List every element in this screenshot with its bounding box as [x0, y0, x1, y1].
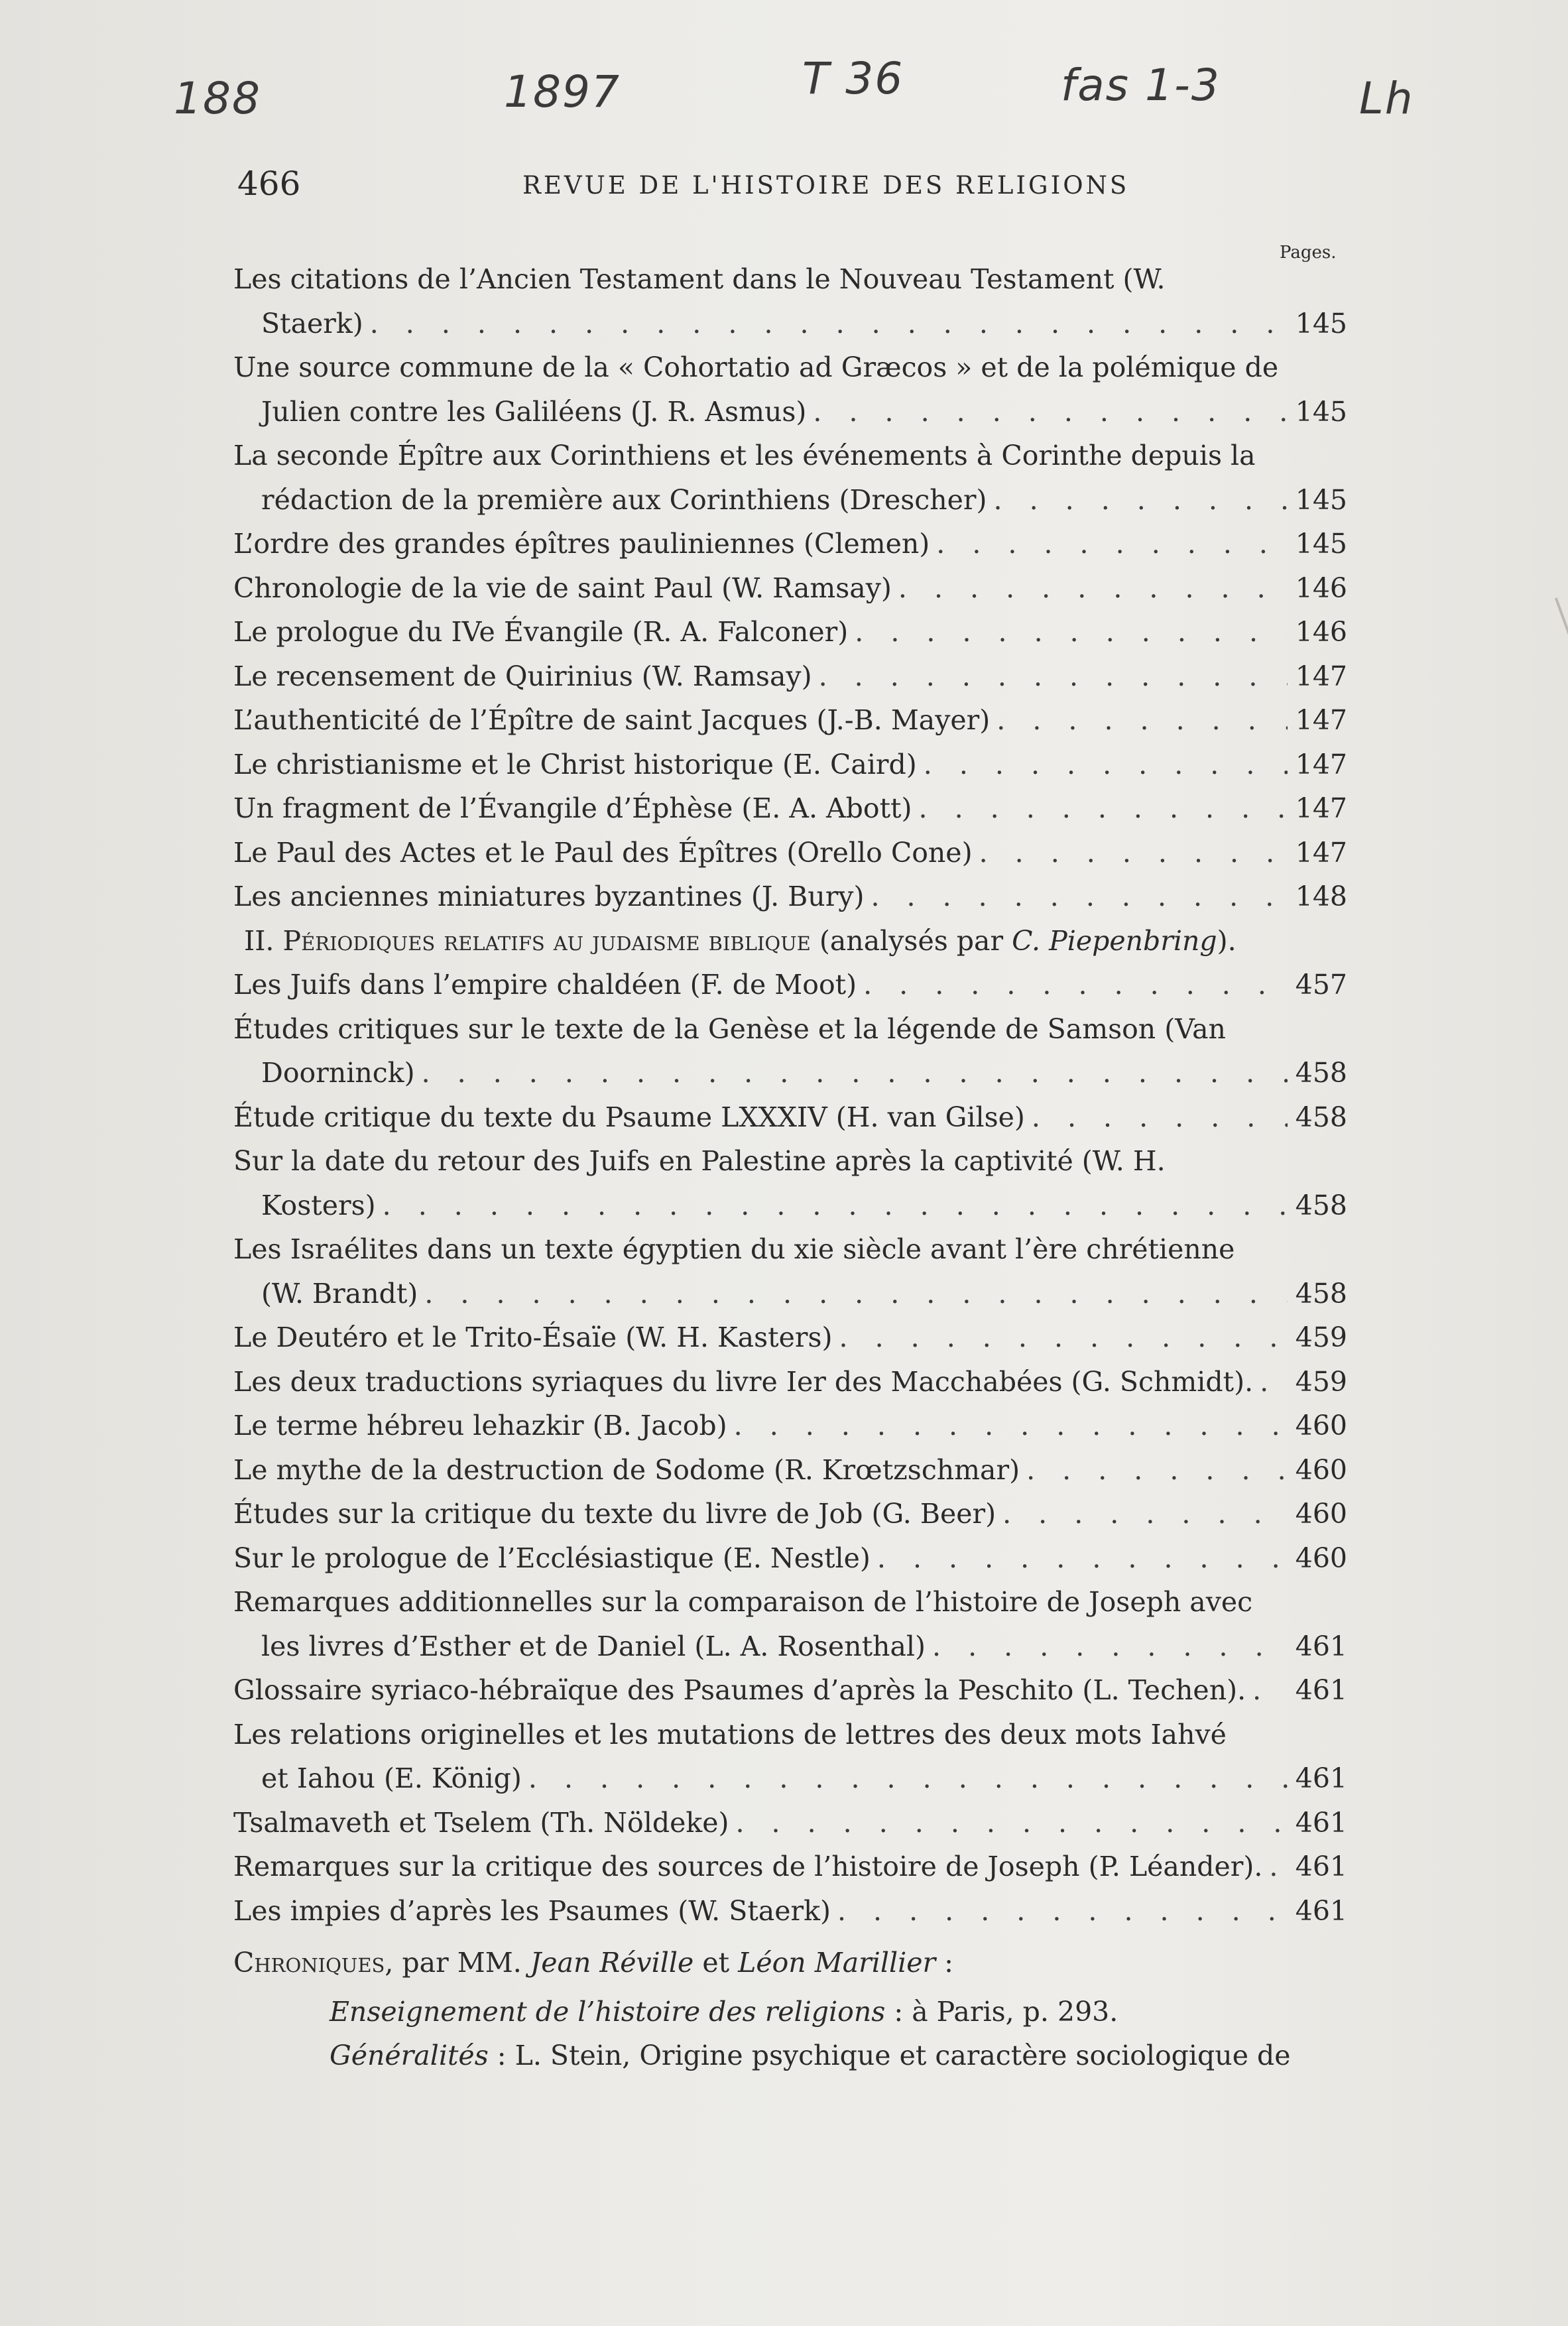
leader-dots [979, 831, 1288, 875]
toc-entry-title: Remarques sur la critique des sources de l’histoire de Joseph (P. Léander). [233, 1851, 1263, 1882]
toc-entry [233, 1007, 1347, 1095]
toc-entry-title: Le prologue du IVe Évangile (R. A. Falconer) [233, 616, 849, 648]
toc-entry-page: 148 [1295, 881, 1347, 912]
chroniques-sub1 [233, 1987, 1347, 2036]
toc-entry-line [233, 1007, 1347, 1052]
chroniques-sub2 [233, 2036, 1347, 2075]
table-of-contents [233, 257, 1347, 2075]
toc-entry-title: Chronologie de la vie de saint Paul (W. Ramsay) [233, 572, 892, 604]
toc-entry-title: Sur la date du retour des Juifs en Palestine après la captivité (W. H. [233, 1145, 1166, 1177]
toc-entry-line [233, 566, 1347, 611]
toc-entry-page: 460 [1295, 1410, 1347, 1441]
toc-entry-title: Les Juifs dans l’empire chaldéen (F. de Moot) [233, 969, 857, 1001]
toc-entry-line [233, 963, 1347, 1007]
toc-entry-title: Le recensement de Quirinius (W. Ramsay) [233, 660, 812, 692]
toc-entry-title: Glossaire syriaco-hébraïque des Psaumes d’après la Peschito (L. Techen). [233, 1674, 1246, 1706]
toc-entry-line [233, 698, 1347, 743]
toc-entry-line [233, 654, 1347, 699]
leader-dots [994, 478, 1288, 522]
toc-entry [233, 345, 1347, 434]
toc-entry-title: Le Deutéro et le Trito-Ésaïe (W. H. Kasters) [233, 1321, 833, 1353]
leader-dots [370, 302, 1288, 346]
toc-entry-line [233, 1272, 1347, 1316]
toc-entry-page: 460 [1295, 1542, 1347, 1574]
toc-entry [233, 1492, 1347, 1536]
handwritten-note-year: 1897 [504, 66, 621, 117]
toc-entry-title: les livres d’Esther et de Daniel (L. A. Rosenthal) [261, 1630, 926, 1662]
toc-entry-page: 461 [1295, 1851, 1347, 1882]
leader-dots [1269, 1845, 1288, 1889]
leader-dots [996, 698, 1288, 743]
toc-entry-page: 147 [1295, 792, 1347, 824]
chroniques-heading [233, 1938, 1347, 1987]
toc-entry-page: 147 [1295, 748, 1347, 780]
toc-entry [233, 522, 1347, 566]
toc-entry-page: 147 [1295, 704, 1347, 736]
handwritten-note-188: 188 [174, 73, 261, 124]
leader-dots [735, 1801, 1288, 1845]
toc-entry-line [233, 1536, 1347, 1581]
toc-entry-line [233, 1668, 1347, 1713]
toc-entry-page: 145 [1295, 307, 1347, 339]
toc-entry-title: Kosters) [261, 1189, 376, 1221]
section-number: II. [244, 924, 274, 957]
toc-entry [233, 1227, 1347, 1316]
toc-entry-title: Remarques additionnelles sur la comparaison de l’histoire de Joseph avec [233, 1586, 1253, 1618]
toc-entry [233, 1404, 1347, 1448]
toc-entry-title: Tsalmaveth et Tselem (Th. Nöldeke) [233, 1806, 729, 1839]
toc-entry [233, 257, 1347, 345]
toc-entry-title: Les relations originelles et les mutations de lettres des deux mots Iahvé [233, 1718, 1227, 1750]
leader-dots [877, 1536, 1288, 1581]
toc-entry-line [233, 522, 1347, 566]
leader-dots [919, 786, 1288, 831]
chroniques-sub2-label: Généralités [330, 2040, 489, 2071]
toc-entry [233, 786, 1347, 831]
toc-entry [233, 1095, 1347, 1140]
toc-entry-line [233, 302, 1347, 346]
toc-entry [233, 743, 1347, 787]
toc-entry-line [233, 478, 1347, 522]
toc-entry-title: La seconde Épître aux Corinthiens et les événements à Corinthe depuis la [233, 440, 1256, 471]
toc-entry-page: 457 [1295, 969, 1347, 1001]
chroniques-label: Chroniques [233, 1947, 385, 1979]
section-title: Périodiques relatifs au judaisme biblique [282, 924, 811, 957]
toc-entry-page: 458 [1295, 1189, 1347, 1221]
toc-entry [233, 1536, 1347, 1581]
toc-entry-page: 146 [1295, 616, 1347, 648]
toc-entry-title: Julien contre les Galiléens (J. R. Asmus) [261, 395, 807, 428]
toc-entry-line [233, 1492, 1347, 1536]
toc-entry-page: 461 [1295, 1674, 1347, 1706]
toc-entry [233, 654, 1347, 699]
toc-entry-page: 145 [1295, 483, 1347, 516]
leader-dots [819, 654, 1288, 699]
toc-entry [233, 1139, 1347, 1227]
toc-entry [233, 566, 1347, 611]
toc-entry-line [233, 1889, 1347, 1933]
leader-dots [813, 390, 1288, 434]
leader-dots [1252, 1668, 1288, 1713]
toc-entry [233, 1845, 1347, 1889]
section-analyst-prefix: (analysés par [819, 924, 1004, 957]
toc-entry-page: 459 [1295, 1321, 1347, 1353]
section-analyst: C. Piepenbring [1012, 924, 1217, 957]
toc-entry-page: 461 [1295, 1630, 1347, 1662]
toc-entry-title: Les citations de l’Ancien Testament dans le Nouveau Testament (W. [233, 263, 1166, 295]
chroniques-sub2-text: : L. Stein, Origine psychique et caractère sociologique de [488, 2040, 1291, 2071]
toc-entry [233, 1668, 1347, 1713]
toc-entry [233, 1580, 1347, 1668]
leader-dots [422, 1051, 1288, 1095]
leader-dots [837, 1889, 1288, 1933]
toc-entry-title: rédaction de la première aux Corinthiens (Drescher) [261, 483, 987, 516]
chroniques-colon: : [944, 1947, 953, 1979]
toc-entry [233, 1360, 1347, 1404]
toc-entry-page: 460 [1295, 1453, 1347, 1486]
section-analyst-suffix: ). [1217, 924, 1236, 957]
toc-entry-title: L’ordre des grandes épîtres pauliniennes (Clemen) [233, 528, 930, 560]
toc-entry-line [233, 1051, 1347, 1095]
leader-dots [528, 1756, 1288, 1801]
leader-dots [924, 743, 1288, 787]
toc-entry-line [233, 786, 1347, 831]
toc-entry [233, 1448, 1347, 1493]
leader-dots [734, 1404, 1288, 1448]
toc-entry-line [233, 1580, 1347, 1624]
toc-entry-title: Sur le prologue de l’Ecclésiastique (E. Nestle) [233, 1542, 871, 1574]
handwritten-note-fas: fas 1-3 [1061, 60, 1221, 111]
toc-entry-line [233, 1404, 1347, 1448]
toc-entry-title: L’authenticité de l’Épître de saint Jacques (J.-B. Mayer) [233, 704, 991, 736]
toc-entry [233, 1713, 1347, 1801]
leader-dots [383, 1184, 1288, 1228]
leader-dots [1260, 1360, 1288, 1404]
leader-dots [839, 1316, 1288, 1360]
toc-entry-page: 461 [1295, 1762, 1347, 1794]
leader-dots [871, 875, 1288, 919]
leader-dots [936, 522, 1288, 566]
handwritten-note-t36: T 36 [802, 53, 904, 104]
toc-entry-page: 146 [1295, 572, 1347, 604]
toc-entry-line [233, 1801, 1347, 1845]
toc-entry [233, 1801, 1347, 1845]
toc-entry-title: Le terme hébreu lehazkir (B. Jacob) [233, 1410, 727, 1441]
toc-entry-title: Le mythe de la destruction de Sodome (R. Krœtzschmar) [233, 1453, 1020, 1486]
toc-entry-line [233, 1139, 1347, 1184]
leader-dots [932, 1624, 1288, 1669]
toc-entry-line [233, 1756, 1347, 1801]
toc-entry [233, 831, 1347, 875]
toc-entry-line [233, 1095, 1347, 1140]
toc-part1 [233, 257, 1347, 919]
chroniques-sub1-label: Enseignement de l’histoire des religions [330, 1996, 886, 2028]
chroniques-and: et [702, 1947, 730, 1979]
toc-entry-page: 458 [1295, 1277, 1347, 1310]
chroniques-author1: Jean Réville [530, 1947, 694, 1979]
toc-entry-title: Le Paul des Actes et le Paul des Épîtres (Orello Cone) [233, 836, 973, 869]
toc-entry-title: Les Israélites dans un texte égyptien du xie siècle avant l’ère chrétienne [233, 1233, 1235, 1265]
toc-entry-title: Un fragment de l’Évangile d’Éphèse (E. A. Abott) [233, 792, 912, 824]
leader-dots [863, 963, 1288, 1007]
toc-entry-line [233, 1713, 1347, 1757]
running-header [237, 164, 1338, 204]
toc-entry-page: 147 [1295, 836, 1347, 869]
toc-entry-title: Les anciennes miniatures byzantines (J. Bury) [233, 881, 865, 912]
toc-entry-page: 147 [1295, 660, 1347, 692]
leader-dots [855, 610, 1288, 654]
toc-entry-title: Études sur la critique du texte du livre de Job (G. Beer) [233, 1498, 996, 1530]
toc-entry-page: 460 [1295, 1498, 1347, 1530]
leader-dots [1026, 1448, 1288, 1493]
toc-entry [233, 698, 1347, 743]
toc-entry-line [233, 1624, 1347, 1669]
toc-entry-line [233, 1227, 1347, 1272]
toc-entry-line [233, 257, 1347, 302]
leader-dots [898, 566, 1288, 611]
handwritten-note-lh: Lh [1359, 73, 1414, 124]
toc-entry [233, 963, 1347, 1007]
leader-dots [1002, 1492, 1288, 1536]
toc-entry [233, 875, 1347, 919]
toc-entry-line [233, 345, 1347, 390]
toc-entry-title: (W. Brandt) [261, 1277, 418, 1310]
toc-entry-line [233, 610, 1347, 654]
toc-entry-title: Étude critique du texte du Psaume LXXXIV (H. van Gilse) [233, 1101, 1025, 1133]
toc-entry-line [233, 743, 1347, 787]
toc-entry-page: 461 [1295, 1894, 1347, 1927]
toc-entry-title: et Iahou (E. König) [261, 1762, 522, 1794]
toc-entry-line [233, 1845, 1347, 1889]
toc-entry [233, 1889, 1347, 1933]
page-number: 466 [237, 164, 301, 203]
toc-part2 [233, 963, 1347, 1933]
toc-entry-title: Études critiques sur le texte de la Genèse et la légende de Samson (Van [233, 1012, 1226, 1045]
chroniques-by: , par MM. [385, 1947, 522, 1979]
page-edge-mark [1555, 597, 1568, 636]
toc-entry-page: 461 [1295, 1806, 1347, 1839]
toc-entry-title: Staerk) [261, 307, 363, 339]
toc-entry [233, 1316, 1347, 1360]
toc-entry-page: 145 [1295, 395, 1347, 428]
toc-entry-line [233, 1448, 1347, 1493]
toc-entry-line [233, 1184, 1347, 1228]
toc-entry-title: Les deux traductions syriaques du livre Ier des Macchabées (G. Schmidt). [233, 1365, 1254, 1398]
running-title: REVUE DE L'HISTOIRE DES RELIGIONS [522, 171, 1130, 200]
leader-dots [424, 1272, 1288, 1316]
toc-entry-line [233, 1360, 1347, 1404]
toc-entry [233, 610, 1347, 654]
toc-entry-title: Les impies d’après les Psaumes (W. Staerk) [233, 1894, 831, 1927]
toc-entry-line [233, 1316, 1347, 1360]
toc-entry-page: 459 [1295, 1365, 1347, 1398]
pages-column-label: Pages. [1280, 243, 1337, 263]
toc-entry-title: Le christianisme et le Christ historique (E. Caird) [233, 748, 917, 780]
chroniques-sub1-text: : à Paris, p. 293. [885, 1996, 1118, 2028]
toc-entry-line [233, 390, 1347, 434]
toc-entry-page: 145 [1295, 528, 1347, 560]
section-heading [233, 919, 1347, 963]
chroniques-author2: Léon Marillier [738, 1947, 936, 1979]
toc-entry-line [233, 831, 1347, 875]
toc-entry-line [233, 875, 1347, 919]
leader-dots [1032, 1095, 1288, 1140]
toc-entry-page: 458 [1295, 1057, 1347, 1089]
toc-entry-line [233, 434, 1347, 478]
toc-entry-page: 458 [1295, 1101, 1347, 1133]
toc-entry-title: Une source commune de la « Cohortatio ad Græcos » et de la polémique de [233, 351, 1279, 383]
toc-entry-title: Doorninck) [261, 1057, 415, 1089]
toc-entry [233, 434, 1347, 522]
